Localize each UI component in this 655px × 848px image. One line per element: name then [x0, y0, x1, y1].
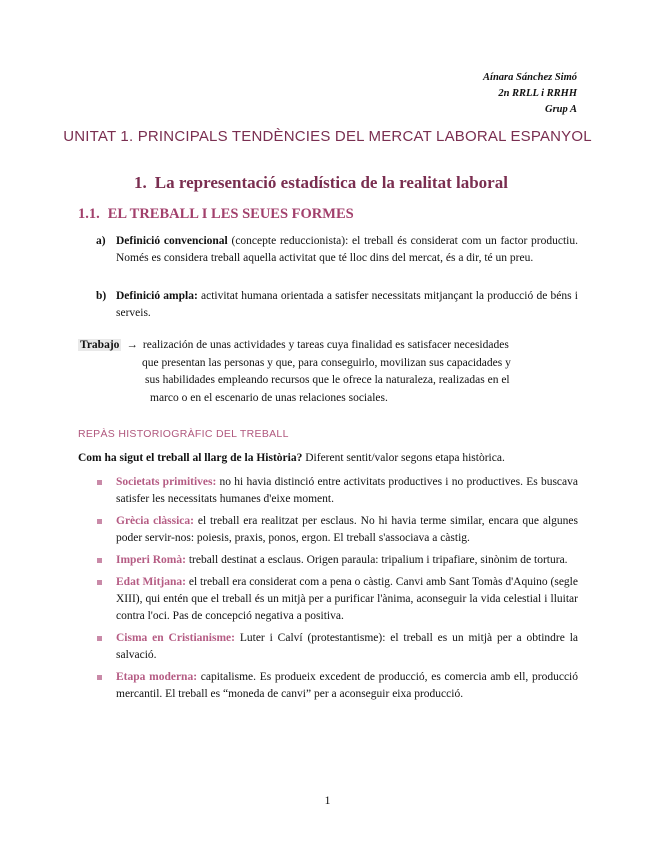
list-item	[96, 630, 578, 664]
historiographic-heading: REPÀS HISTORIOGRÀFIC DEL TREBALL	[78, 428, 289, 440]
definition-text: activitat humana orientada a satisfer necessitats mitjançant la producció de béns i serveis.	[116, 290, 578, 319]
period-term: Etapa moderna:	[116, 671, 198, 683]
trabajo-definition	[78, 337, 548, 407]
section-1-title: La representació estadística de la realitat laboral	[154, 173, 508, 192]
definition-broad	[96, 288, 578, 322]
period-text: no hi havia distinció entre activitats productives i no productives. Es buscava satisfer les necessitats humanes d'eixe moment.	[116, 476, 578, 505]
period-term: Grècia clàssica:	[116, 515, 194, 527]
section-1-1-number: 1.1.	[78, 206, 100, 222]
definition-label: a)	[96, 235, 106, 247]
trabajo-line: que presentan las personas y que, para conseguirlo, movilizan sus capacidades y	[142, 356, 511, 369]
period-term: Cisma en Cristianisme:	[116, 632, 235, 644]
square-bullet-icon	[97, 580, 102, 585]
square-bullet-icon	[97, 675, 102, 680]
history-question	[78, 452, 505, 464]
unit-title: UNITAT 1. PRINCIPALS TENDÈNCIES DEL MERCAT LABORAL ESPANYOL	[63, 128, 592, 145]
period-term: Societats primitives:	[116, 476, 217, 488]
section-1-1-title: EL TREBALL I LES SEUES FORMES	[107, 206, 354, 222]
period-text: Luter i Calví (protestantisme): el treball es un mitjà per a obtindre la salvació.	[116, 632, 578, 661]
author-name: Aínara Sánchez Simó	[483, 72, 577, 83]
trabajo-line: marco o en el escenario de unas relaciones sociales.	[150, 391, 388, 404]
definition-term: Definició ampla:	[116, 290, 198, 302]
square-bullet-icon	[97, 480, 102, 485]
right-arrow-icon: →	[126, 339, 138, 351]
author-block	[483, 70, 577, 118]
trabajo-line: realización de unas actividades y tareas cuya finalidad es satisfacer necesidades	[142, 339, 509, 351]
trabajo-line: sus habilidades empleando recursos que le ofrece la naturaleza, realizadas en el	[145, 374, 510, 386]
definition-conventional	[96, 233, 578, 267]
list-item	[96, 574, 578, 625]
square-bullet-icon	[97, 636, 102, 641]
square-bullet-icon	[97, 519, 102, 524]
question-text: Com ha sigut el treball al llarg de la Història?	[78, 452, 303, 464]
period-term: Imperi Romà:	[116, 554, 186, 566]
period-term: Edat Mitjana:	[116, 576, 186, 588]
period-text: el treball era considerat com a pena o càstig. Canvi amb Sant Tomàs d'Aquino (segle XIII), qui entén que el treball és un mitjà per a purificar l'ànima, aconseguir la vida celestial i lluitar contra l'oci. Pas de concepció negativa a positiva.	[116, 576, 578, 622]
list-item	[96, 552, 578, 569]
section-1-1-heading	[78, 206, 354, 223]
list-item	[96, 669, 578, 703]
definition-text: (concepte reduccionista): el treball és considerat com un factor productiu. Només es considera treball aquella activitat que té lloc dins del mercat, és a dir, té un preu.	[116, 235, 578, 264]
period-text: capitalisme. Es produeix excedent de producció, es comercia amb ell, producció mercantil. El treball es “moneda de canvi” per a aconseguir eixa producció.	[116, 671, 578, 700]
definition-label: b)	[96, 290, 107, 302]
list-item	[96, 474, 578, 508]
group-name: Grup A	[545, 104, 577, 115]
definition-term: Definició convencional	[116, 235, 228, 247]
period-text: el treball era realitzat per esclaus. No hi havia terme similar, encara que algunes poder servir-nos: poiesis, praxis, ponos, ergon. El treball s'associava a càstig.	[116, 515, 578, 544]
trabajo-word: Trabajo	[80, 339, 120, 351]
list-item	[96, 513, 578, 547]
square-bullet-icon	[97, 558, 102, 563]
page-number: 1	[324, 793, 331, 807]
period-text: treball destinat a esclaus. Origen paraula: tripalium i tripafiare, sinònim de tortura.	[185, 554, 568, 566]
history-list	[96, 474, 578, 708]
section-1-heading	[134, 173, 508, 193]
course-name: 2n RRLL i RRHH	[498, 88, 577, 99]
question-answer: Diferent sentit/valor segons etapa històrica.	[302, 452, 505, 464]
section-1-number: 1.	[134, 173, 147, 192]
